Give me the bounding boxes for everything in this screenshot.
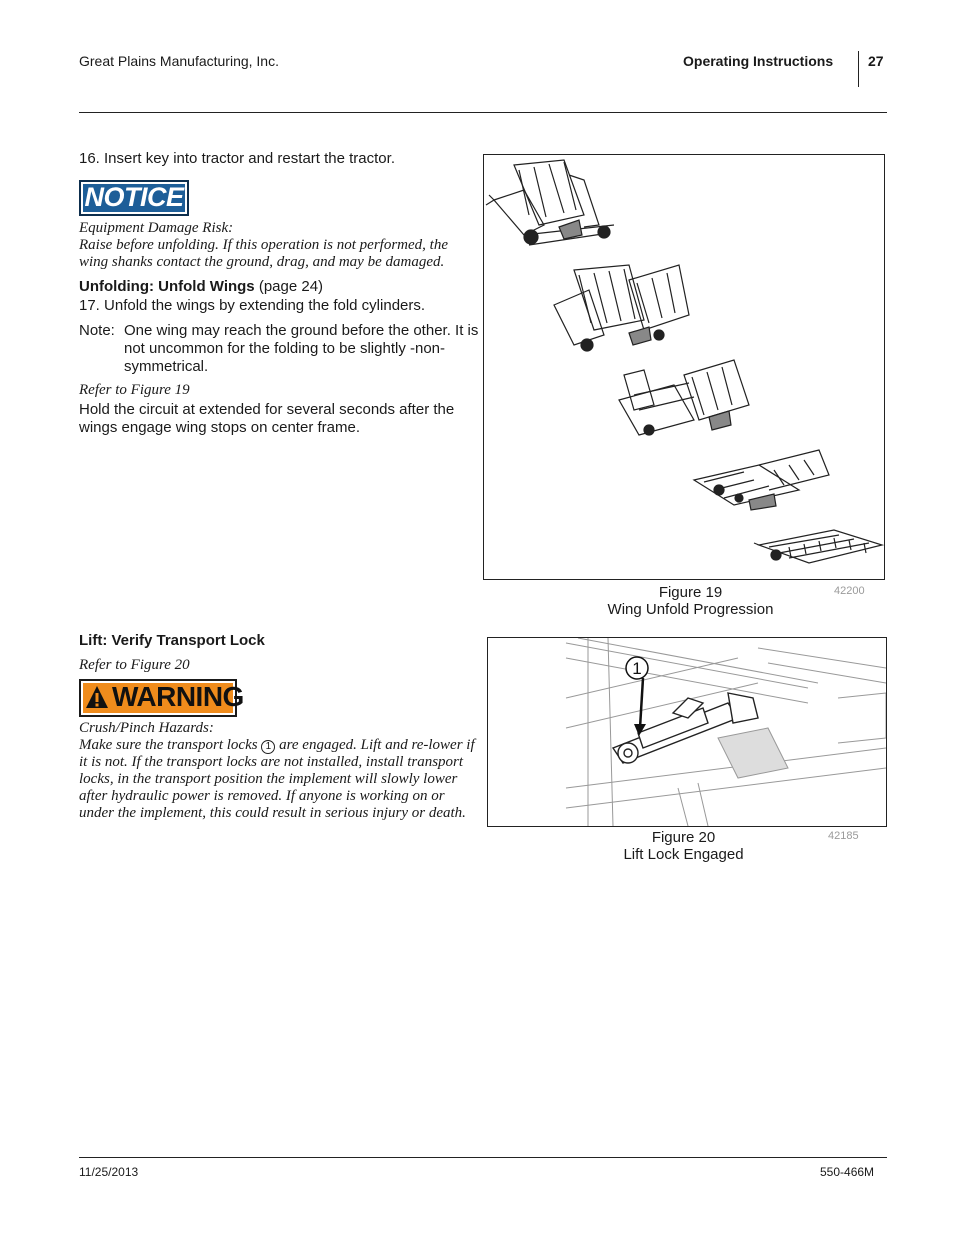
wing-unfold-illustration (484, 155, 884, 579)
unfold-heading-label: Unfolding: Unfold Wings (79, 278, 255, 295)
figure-19-frame (483, 154, 885, 580)
lift-lock-illustration (488, 638, 886, 826)
warning-title: Crush/Pinch Hazards: (79, 720, 214, 736)
figure-19-id: 42200 (834, 585, 865, 597)
refer-figure-19: Refer to Figure 19 (79, 382, 190, 398)
figure-20-caption-number: Figure 20 (651, 829, 716, 846)
notice-badge: NOTICE (79, 180, 189, 216)
warning-text (79, 737, 475, 822)
figure-20-callout-1: 1 (632, 659, 642, 678)
notice-title: Equipment Damage Risk: (79, 220, 234, 236)
page-number: 27 (868, 53, 884, 69)
section-title: Operating Instructions (683, 53, 834, 69)
hold-text: Hold the circuit at extended for several seconds after the wings engage wing stops on center frame. (79, 401, 455, 436)
note-text: One wing may reach the ground before the other. It is not uncommon for the folding to be slightly -non-symmetrical. (124, 322, 479, 375)
figure-20-caption-title: Lift Lock Engaged (623, 846, 744, 863)
stage-1-folded (486, 160, 614, 245)
step-17: 17. Unfold the wings by extending the fold cylinders. (79, 297, 426, 314)
step-16: 16. Insert key into tractor and restart the tractor. (79, 150, 395, 167)
warning-triangle-icon (85, 685, 109, 709)
warning-text-post: are engaged. Lift and re-lower if it is not. If the transport locks are not installed, install transport locks, in the transport position the implement will slowly lower after hydraulic power is removed. If anyone is working on or under the implement, this could result in serious injury or death. (79, 737, 475, 821)
note-label: Note: (79, 322, 115, 339)
company-name: Great Plains Manufacturing, Inc. (79, 53, 279, 69)
footer-rule (79, 1157, 887, 1158)
figure-20-id: 42185 (828, 830, 859, 842)
warning-label: WARNING (112, 681, 244, 712)
footer-date: 11/25/2013 (79, 1165, 139, 1179)
warning-badge (79, 679, 244, 717)
unfold-page-ref: (page 24) (254, 278, 324, 295)
stage-2-unfolding (554, 265, 689, 351)
stage-3-unfolding (619, 360, 749, 435)
stage-4-unfolding (694, 450, 829, 510)
stage-5-unfolded (754, 530, 882, 563)
lift-heading: Lift: Verify Transport Lock (79, 632, 265, 649)
figure-20-frame (487, 637, 887, 827)
figure-19-caption-title: Wing Unfold Progression (607, 601, 774, 618)
warning-text-pre: Make sure the transport locks (79, 737, 262, 753)
notice-text: Raise before unfolding. If this operation is not performed, the wing shanks contact the ground, drag, and may be damaged. (79, 237, 448, 270)
header-divider (858, 51, 859, 87)
figure-19-caption-number: Figure 19 (658, 584, 723, 601)
unfold-heading (79, 278, 479, 296)
refer-figure-20: Refer to Figure 20 (79, 657, 190, 673)
footer-doc-number: 550-466M (820, 1165, 875, 1179)
header-rule (79, 112, 887, 113)
callout-1-inline: 1 (261, 740, 275, 754)
